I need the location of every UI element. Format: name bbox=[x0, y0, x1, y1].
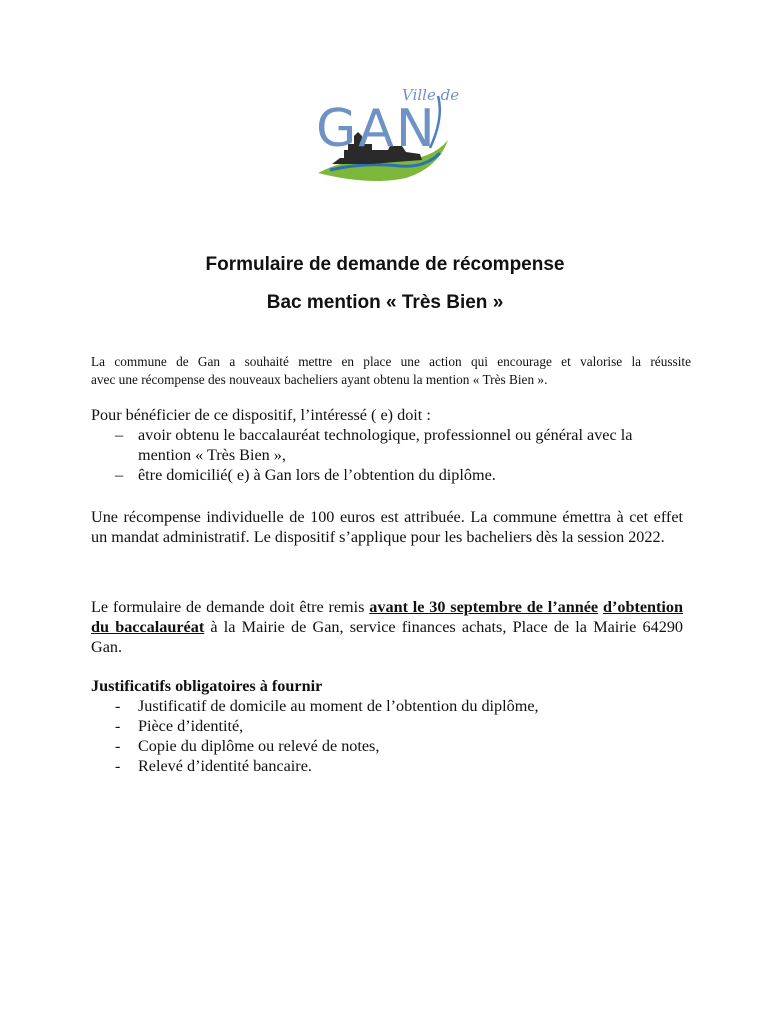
dash-marker: – bbox=[115, 466, 124, 484]
intro-line: La commune de Gan a souhaité mettre en place une action qui encourage et valorise la réussite bbox=[91, 354, 691, 369]
hyphen-marker: - bbox=[115, 737, 121, 755]
eligibility-section bbox=[91, 405, 683, 485]
hyphen-marker: - bbox=[115, 717, 121, 735]
eligibility-lead: Pour bénéficier de ce dispositif, l’intéressé ( e) doit : bbox=[91, 406, 431, 424]
form-subtitle: Bac mention « Très Bien » bbox=[266, 292, 504, 313]
deadline-pre: Le formulaire de demande doit être remis bbox=[91, 598, 365, 616]
document-item-text: Copie du diplôme ou relevé de notes, bbox=[138, 737, 380, 755]
documents-heading: Justificatifs obligatoires à fournir bbox=[91, 677, 323, 695]
form-title: Formulaire de demande de récompense bbox=[205, 254, 565, 275]
logo-ville-de: Ville de bbox=[402, 86, 460, 104]
deadline-post: à la Mairie de Gan, service finances achats, Place de la Mairie 64290 Gan. bbox=[91, 618, 684, 656]
eligibility-item-text: avoir obtenu le baccalauréat technologique, professionnel ou général avec la mention « Très Bien », bbox=[138, 426, 633, 464]
document-item bbox=[91, 696, 683, 716]
deadline-condition: d’obtention du baccalauréat bbox=[91, 598, 684, 636]
logo-wordmark: GAN bbox=[316, 99, 437, 159]
document-item bbox=[91, 736, 683, 756]
reward-paragraph: Une récompense individuelle de 100 euros est attribuée. La commune émettra à cet effet un mandat administratif. Le dispositif s’applique pour les bacheliers dès la session 2022. bbox=[91, 508, 683, 546]
ville-de-gan-logo bbox=[310, 78, 460, 188]
eligibility-item-text: être domicilié( e) à Gan lors de l’obtention du diplôme. bbox=[138, 466, 496, 484]
intro-line: avec une récompense des nouveaux bacheliers ayant obtenu la mention « Très Bien ». bbox=[91, 372, 548, 387]
document-item bbox=[91, 756, 683, 776]
deadline-date: avant le 30 septembre de l’année bbox=[369, 598, 599, 616]
documents-section bbox=[91, 676, 683, 776]
hyphen-marker: - bbox=[115, 697, 121, 715]
deadline-paragraph bbox=[91, 597, 683, 657]
intro-paragraph bbox=[91, 353, 691, 389]
dash-marker: – bbox=[115, 426, 124, 444]
document-item bbox=[91, 716, 683, 736]
eligibility-item bbox=[91, 425, 683, 465]
document-item-text: Pièce d’identité, bbox=[138, 717, 244, 735]
document-item-text: Justificatif de domicile au moment de l’obtention du diplôme, bbox=[138, 697, 539, 715]
hyphen-marker: - bbox=[115, 757, 121, 775]
document-item-text: Relevé d’identité bancaire. bbox=[138, 757, 312, 775]
eligibility-item bbox=[91, 465, 683, 485]
